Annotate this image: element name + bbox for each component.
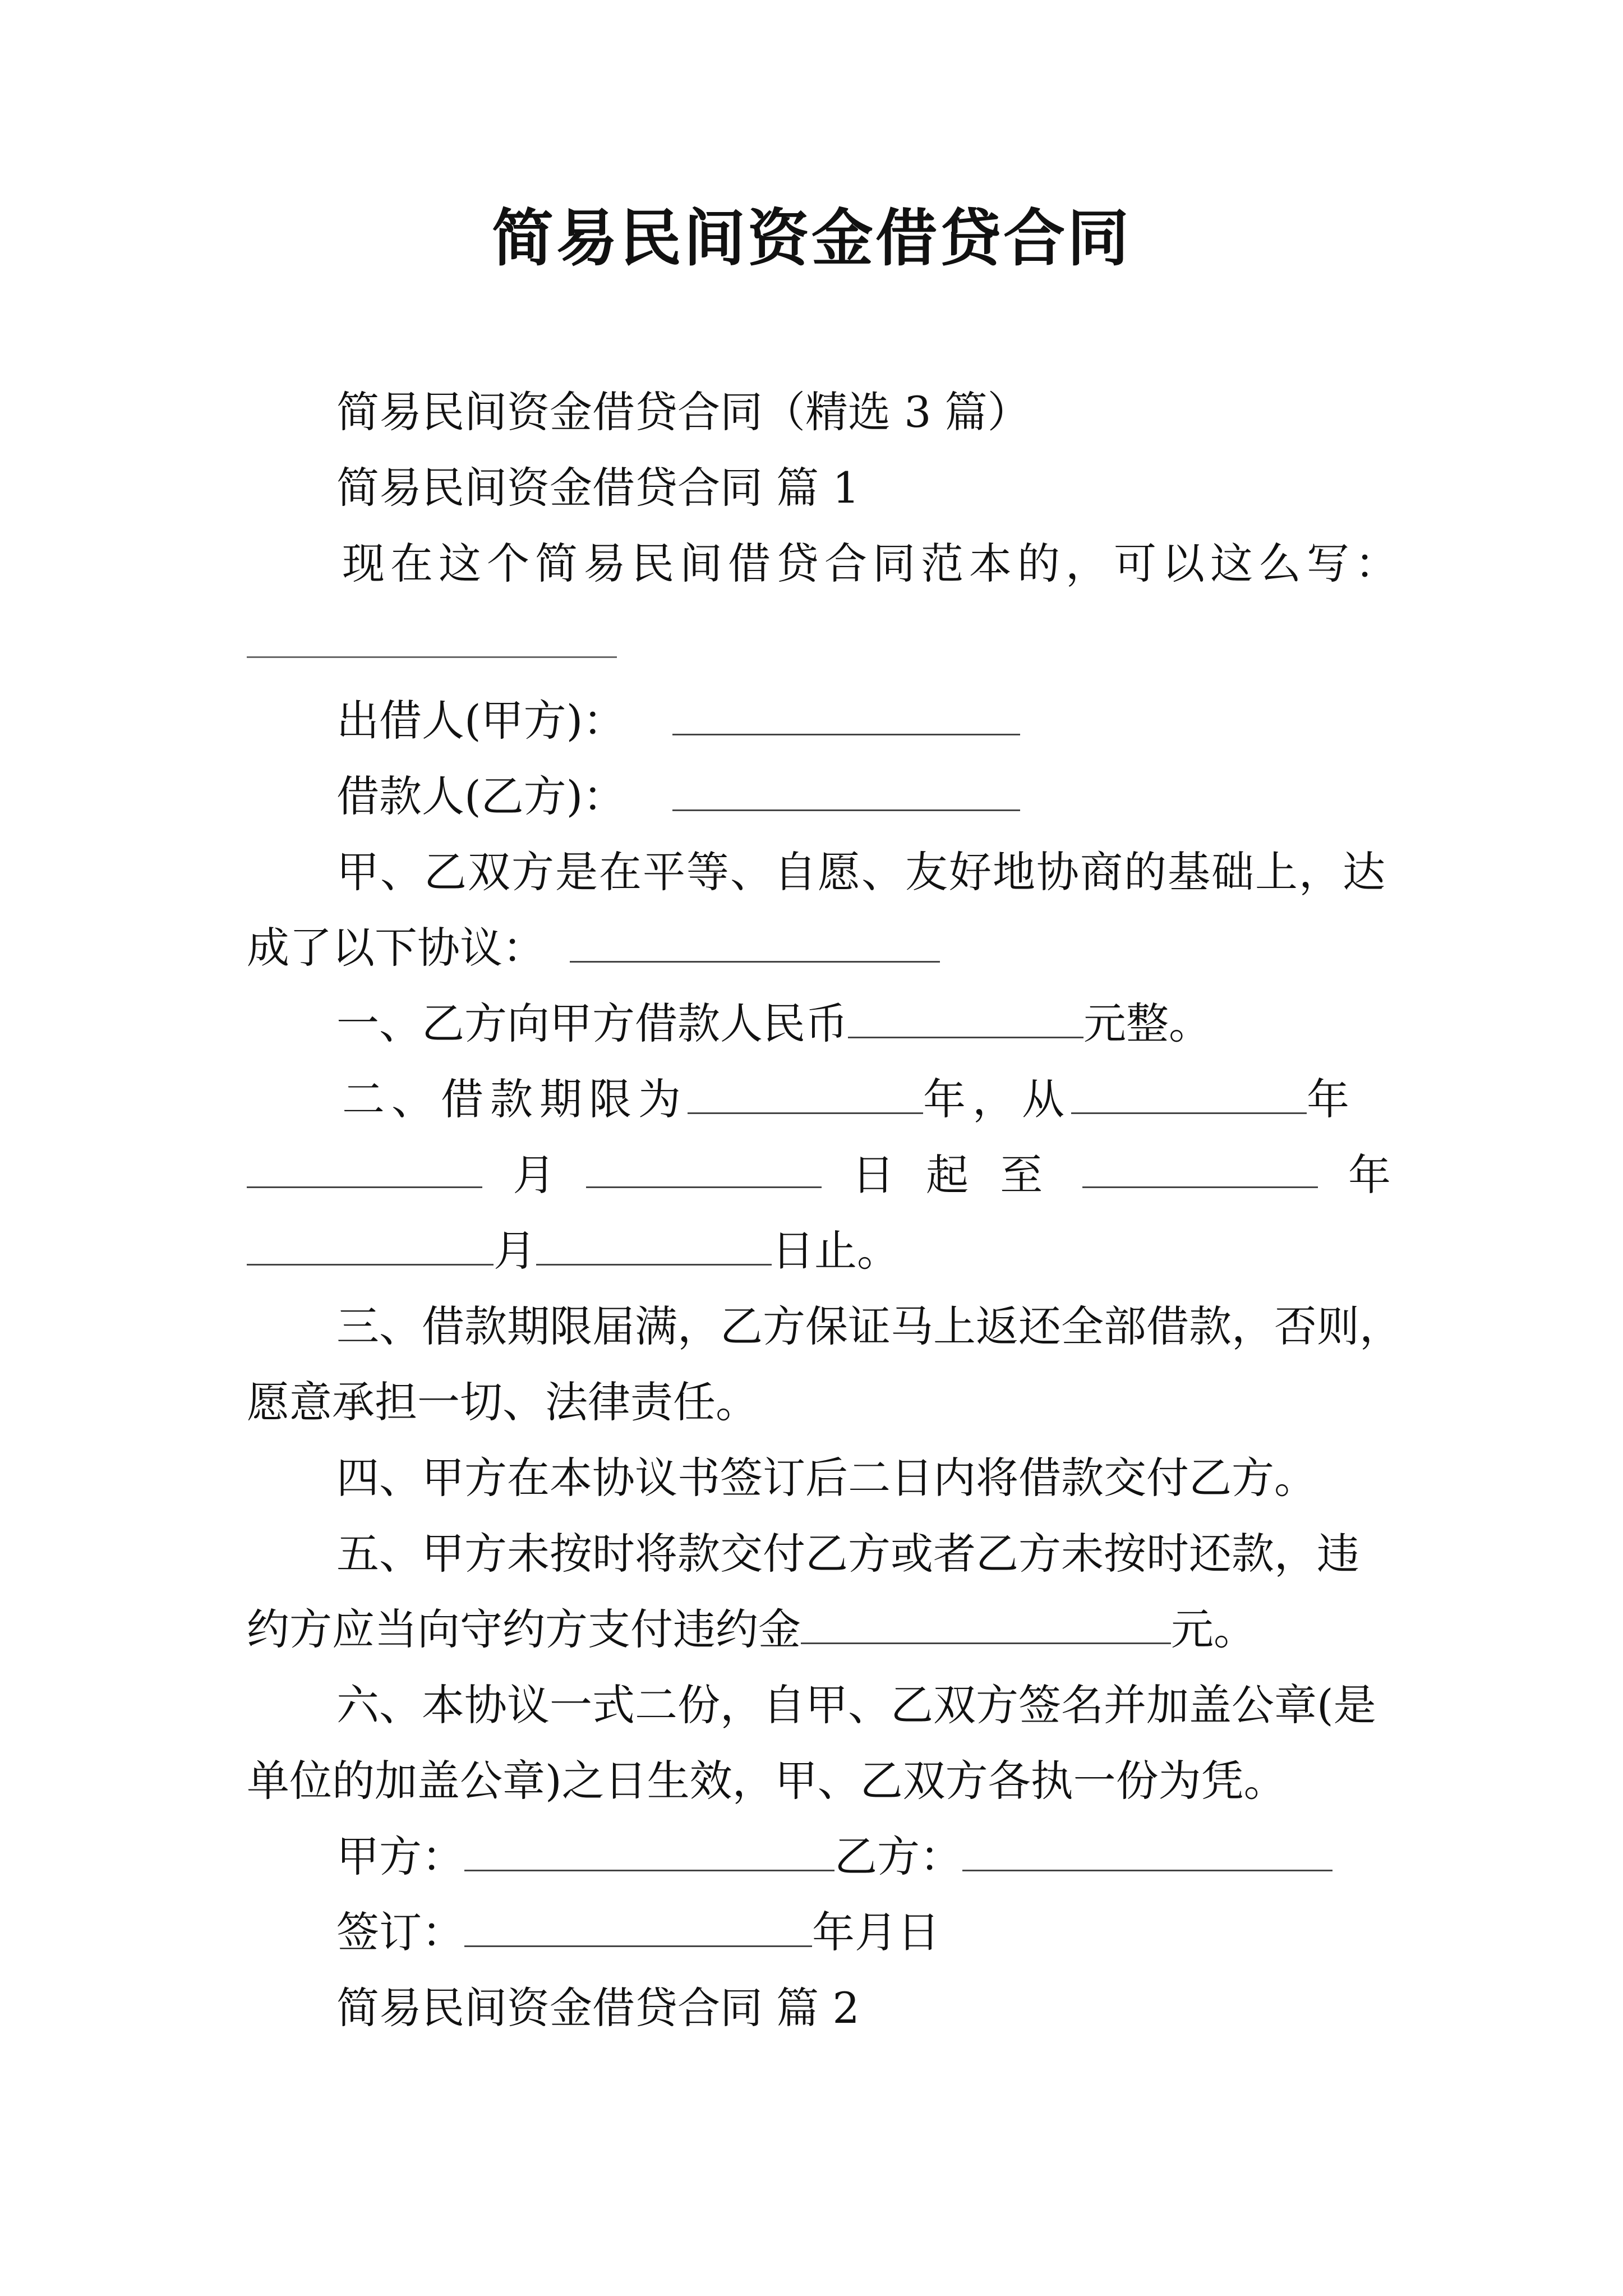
clause-2-year2: 年 xyxy=(1307,1074,1356,1124)
clause-5b: 约方应当向守约方支付违约金 xyxy=(247,1604,801,1654)
clause-3b: 愿意承担一切、法律责任。 xyxy=(247,1377,758,1427)
penalty-blank xyxy=(801,1603,1171,1644)
clause-2-start: 二、借款期限为 xyxy=(342,1074,688,1124)
lender-label: 出借人(甲方)： xyxy=(336,696,626,746)
clause-2-row2 xyxy=(247,1147,1391,1203)
blank-underline xyxy=(247,656,617,658)
document-title: 简易民间资金借贷合同 xyxy=(492,202,1131,274)
party-b-blank xyxy=(962,1830,1332,1871)
party-b-label: 乙方： xyxy=(834,1832,962,1881)
clause-1-text: 一、乙方向甲方借款人民币 xyxy=(336,999,848,1048)
paragraph-1a: 甲、乙双方是在平等、自愿、友好地协商的基础上，达 xyxy=(336,847,1386,897)
clause-1-row xyxy=(336,996,1481,1052)
section-heading-1: 简易民间资金借贷合同 篇 1 xyxy=(336,463,860,513)
clause-4: 四、甲方在本协议书签订后二日内将借款交付乙方。 xyxy=(336,1453,1317,1503)
clause-1-end: 元整。 xyxy=(1083,999,1211,1048)
borrower-row xyxy=(336,769,1481,825)
end-year-blank xyxy=(1082,1147,1318,1188)
start-year-blank xyxy=(1071,1073,1307,1114)
clause-2-month: 月 xyxy=(513,1150,556,1200)
agreement-blank xyxy=(570,922,940,963)
term-blank xyxy=(688,1073,923,1114)
clause-2-month2: 月 xyxy=(494,1226,536,1276)
party-a-blank xyxy=(464,1830,834,1871)
lender-blank xyxy=(672,694,1020,735)
clause-2-year3: 年 xyxy=(1348,1150,1391,1200)
clause-6b: 单位的加盖公章)之日生效，甲、乙双方各执一份为凭。 xyxy=(247,1756,1287,1806)
clause-3a: 三、借款期限届满，乙方保证马上返还全部借款，否则， xyxy=(336,1301,1402,1351)
clause-2-row3 xyxy=(247,1223,1391,1279)
signature-row xyxy=(336,1829,1481,1885)
clause-5a: 五、甲方未按时将款交付乙方或者乙方未按时还款，违 xyxy=(336,1529,1359,1579)
start-month-blank xyxy=(247,1147,482,1188)
sign-date: 年月日 xyxy=(812,1907,940,1957)
clause-5b-row xyxy=(247,1602,1391,1658)
end-month-blank xyxy=(247,1225,494,1266)
party-a-label: 甲方： xyxy=(336,1832,464,1881)
clause-2-from: 日 起 至 xyxy=(851,1150,1052,1200)
paragraph-1b: 成了以下协议： xyxy=(247,923,545,973)
clause-2-end: 日止。 xyxy=(772,1226,900,1276)
borrower-label: 借款人(乙方)： xyxy=(336,771,626,821)
end-day-blank xyxy=(536,1225,772,1266)
paragraph-1b-row xyxy=(247,920,1391,976)
sign-label: 签订： xyxy=(336,1907,464,1957)
subtitle-selection: 简易民间资金借贷合同（精选 3 篇） xyxy=(336,387,1030,437)
start-day-blank xyxy=(586,1147,822,1188)
clause-5b-end: 元。 xyxy=(1171,1604,1256,1654)
sign-date-row xyxy=(336,1904,1481,1961)
intro-line: 现在这个简易民间借贷合同范本的，可以这么写： xyxy=(342,539,1403,588)
clause-2-row xyxy=(342,1071,1486,1128)
sign-blank xyxy=(464,1906,812,1947)
borrower-blank xyxy=(672,770,1020,811)
section-heading-2: 简易民间资金借贷合同 篇 2 xyxy=(336,1983,860,2033)
lender-row xyxy=(336,693,1481,749)
clause-2-year: 年，从 xyxy=(923,1074,1071,1124)
amount-blank xyxy=(848,997,1083,1038)
clause-6a: 六、本协议一式二份，自甲、乙双方签名并加盖公章(是 xyxy=(336,1680,1376,1730)
